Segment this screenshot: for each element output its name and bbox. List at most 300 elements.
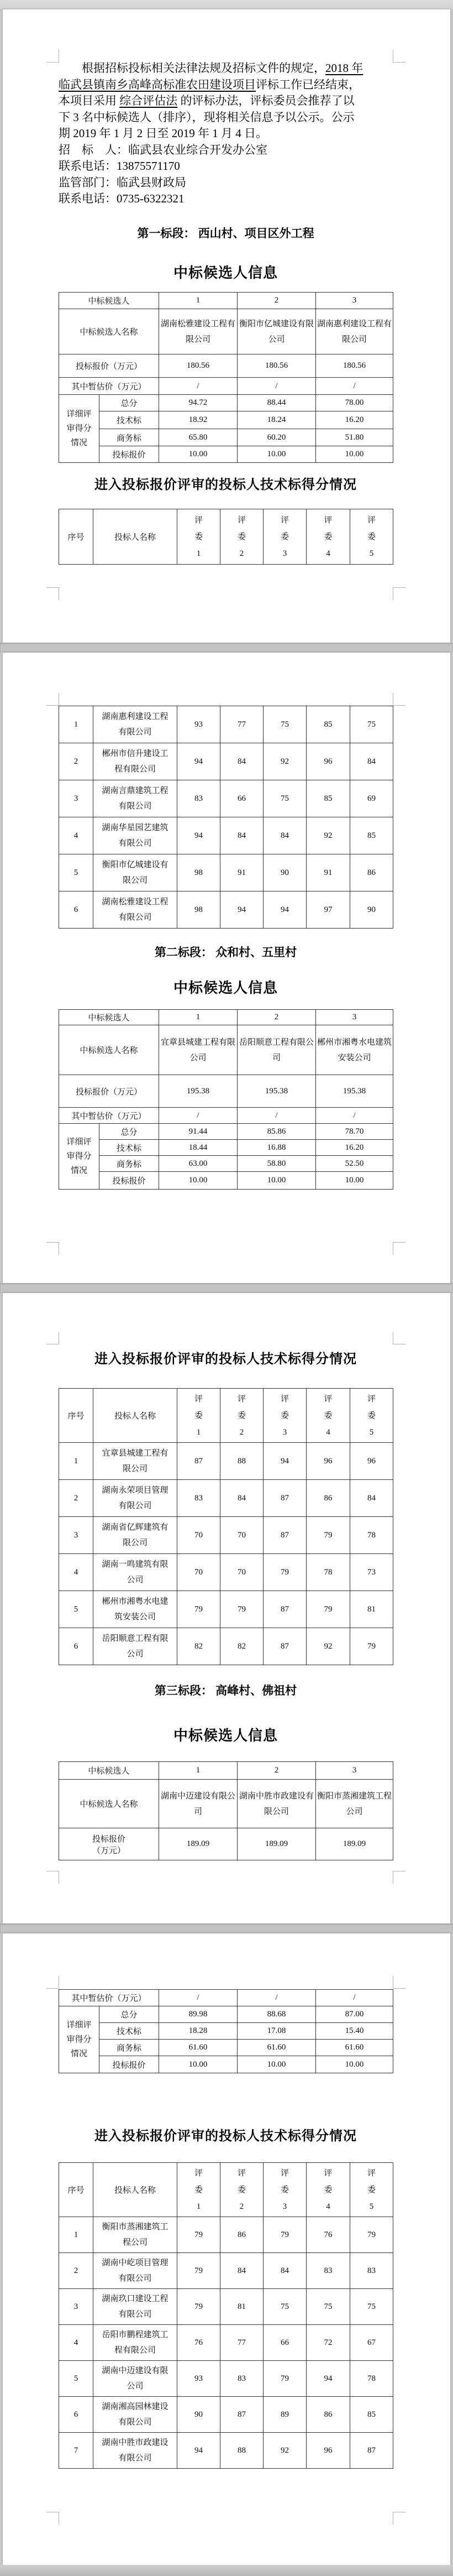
score-cell: 89.98 (159, 2006, 238, 2023)
seq-cell: 3 (59, 780, 93, 817)
row-label: 商务标 (99, 2040, 159, 2056)
margin-mark-bottom-right (393, 2512, 405, 2525)
score-heading-2: 进入投标报价评审的投标人技术标得分情况 (94, 1352, 357, 1367)
seq-header: 序号 (59, 1389, 93, 1443)
estimate-cell: / (316, 378, 393, 395)
bid-price-cell: 180.56 (238, 354, 316, 378)
judge-score-cell: 85 (350, 2397, 393, 2433)
seq-cell: 5 (59, 2361, 93, 2397)
candidate-number-cell: 1 (159, 1762, 238, 1780)
judge-score-cell: 76 (307, 2217, 350, 2253)
judge-score-cell: 92 (264, 743, 307, 780)
judge-score-cell: 70 (177, 1517, 220, 1554)
judge-header-cell (264, 2163, 307, 2217)
candidate-number-row (59, 1010, 393, 1025)
judge-char: 委 (237, 532, 246, 541)
bidder-name-cell: 湖南华星园艺建筑有限公司 (93, 817, 177, 854)
page-4 (3, 1933, 450, 2565)
judge-number: 5 (369, 549, 374, 558)
intro-paragraph (59, 60, 393, 207)
judge-score-cell: 83 (177, 1480, 220, 1517)
estimate-row (59, 378, 393, 395)
score-cell: 10.00 (238, 1172, 316, 1190)
judge-score-cell: 83 (350, 2253, 393, 2289)
margin-mark-bottom-left (46, 2512, 59, 2525)
candidate-number-cell: 2 (238, 1762, 316, 1780)
score-cell: 52.50 (316, 1156, 393, 1172)
estimate-cell: / (238, 1990, 316, 2006)
judge-char: 委 (280, 2185, 289, 2194)
score-row (59, 2433, 393, 2469)
judge-char: 委 (367, 532, 376, 541)
judge-char: 委 (367, 2185, 376, 2194)
judge-score-cell: 90 (177, 2397, 220, 2433)
judge-char: 委 (280, 1411, 289, 1420)
intro-underlined-text: 临武县镇南乡高峰高标准农田建设项目 (59, 77, 256, 91)
score-cell: 60.20 (238, 429, 316, 446)
bidder-name-cell: 宜章县城建工程有限公司 (93, 1443, 177, 1480)
judge-char: 评 (280, 515, 289, 525)
margin-mark-top-left (46, 50, 59, 62)
judge-number: 3 (282, 549, 287, 558)
judge-header-cell (350, 2163, 393, 2217)
estimate-cell: / (159, 1108, 238, 1124)
margin-mark-bottom-left (46, 587, 59, 600)
candidate-number-cell: 1 (159, 293, 238, 309)
judge-score-cell: 79 (350, 1628, 393, 1665)
judge-score-cell: 82 (177, 1628, 220, 1665)
estimate-cell: / (316, 1108, 393, 1124)
detail-score-row (59, 1140, 393, 1156)
score-row (59, 1443, 393, 1480)
candidate-name-cell: 郴州市湘粤水电建筑安装公司 (316, 1025, 393, 1075)
judge-score-cell: 93 (177, 706, 220, 743)
judge-score-cell: 79 (264, 2217, 307, 2253)
detail-score-row (59, 395, 393, 411)
judge-score-cell: 79 (177, 2289, 220, 2325)
score-row (59, 706, 393, 743)
row-label: 商务标 (99, 1156, 159, 1172)
judge-score-cell: 78 (350, 2361, 393, 2397)
judge-score-cell: 84 (350, 743, 393, 780)
judge-score-cell: 86 (220, 2217, 264, 2253)
judge-score-cell: 96 (350, 1443, 393, 1480)
bid-price-cell: 195.38 (238, 1075, 316, 1108)
judge-score-cell: 67 (350, 2325, 393, 2361)
judge-char: 评 (194, 2168, 203, 2178)
score-cell: 61.60 (238, 2040, 316, 2056)
margin-mark-top-right (393, 50, 405, 62)
score-cell: 10.00 (159, 2056, 238, 2073)
page-2 (3, 653, 450, 1283)
judge-number: 4 (326, 549, 330, 558)
judge-header-cell (220, 1389, 264, 1443)
score-row (59, 1554, 393, 1591)
judge-number: 4 (326, 2202, 330, 2211)
seq-cell: 5 (59, 1591, 93, 1628)
judge-score-cell: 87 (264, 1628, 307, 1665)
row-label: 商务标 (99, 429, 159, 446)
judge-score-cell: 84 (220, 817, 264, 854)
judge-header-cell (307, 1389, 350, 1443)
intro-line: 期 2019 年 1 月 2 日至 2019 年 1 月 4 日。 (59, 127, 267, 140)
judge-header-cell (220, 509, 264, 565)
judge-score-cell: 70 (220, 1554, 264, 1591)
score-cell: 91.44 (159, 1124, 238, 1140)
bidder-name-cell: 湖南一鸣建筑有限公司 (93, 1554, 177, 1591)
candidate-number-row (59, 1762, 393, 1780)
bidder-name-cell: 郴州市湘粤水电建筑安装公司 (93, 1591, 177, 1628)
seq-cell: 3 (59, 2289, 93, 2325)
score-cell: 88.68 (238, 2006, 316, 2023)
judge-score-cell: 92 (264, 2433, 307, 2469)
intro-line (59, 77, 393, 93)
margin-mark-bottom-right (393, 1871, 405, 1884)
estimate-cell: / (238, 1108, 316, 1124)
score-heading-1: 进入投标报价评审的投标人技术标得分情况 (94, 477, 357, 492)
judge-score-cell: 84 (264, 2253, 307, 2289)
row-label: 总分 (99, 395, 159, 411)
seq-cell: 4 (59, 817, 93, 854)
score-table-header-row (59, 1389, 393, 1443)
score-row (59, 2325, 393, 2361)
judge-header-cell (307, 509, 350, 565)
judge-score-cell: 90 (264, 854, 307, 891)
judge-header-cell (264, 1389, 307, 1443)
regulator-line: 监管部门：临武县财政局 (59, 175, 186, 189)
row-label: 中标候选人 (59, 1010, 159, 1025)
score-row (59, 817, 393, 854)
judge-score-cell: 87 (220, 2397, 264, 2433)
page-edge-bottom (0, 2565, 453, 2576)
score-row (59, 1628, 393, 1665)
judge-number: 5 (369, 1427, 374, 1437)
intro-text: 本项目采用 (59, 94, 120, 107)
judge-header-cell (350, 1389, 393, 1443)
candidate-name-cell: 岳阳顺意工程有限公司 (238, 1025, 316, 1075)
judge-score-cell: 86 (307, 1480, 350, 1517)
score-table-1-body (59, 706, 393, 929)
judge-score-cell: 75 (264, 706, 307, 743)
seq-cell: 2 (59, 1480, 93, 1517)
score-cell: 58.80 (238, 1156, 316, 1172)
detail-label-line: 情况 (70, 439, 87, 447)
judge-score-cell: 83 (177, 780, 220, 817)
detail-label-line: 审得分 (66, 2035, 92, 2044)
judge-score-cell: 96 (307, 743, 350, 780)
score-row (59, 2253, 393, 2289)
detail-score-row (59, 2056, 393, 2073)
score-cell: 18.28 (159, 2023, 238, 2040)
bidder-name-cell: 郴州市信升建设工程有限公司 (93, 743, 177, 780)
section-2-title: 第二标段： 众和村、五里村 (154, 946, 297, 959)
judge-score-cell: 79 (350, 2217, 393, 2253)
score-cell: 16.88 (238, 1140, 316, 1156)
judge-score-cell: 91 (220, 854, 264, 891)
judge-number: 2 (239, 1427, 244, 1437)
intro-text: 评标工作已经结束， (256, 77, 360, 91)
row-label: 投标报价 (99, 2056, 159, 2073)
bid-price-row (59, 354, 393, 378)
judge-header-cell (307, 2163, 350, 2217)
seq-cell: 2 (59, 743, 93, 780)
page-separator (0, 1923, 453, 1933)
judge-score-cell: 66 (264, 2325, 307, 2361)
candidate-name-row (59, 1025, 393, 1075)
estimate-cell: / (159, 1990, 238, 2006)
judge-header-cell (177, 1389, 220, 1443)
detail-score-row (59, 1156, 393, 1172)
judge-char: 评 (237, 2168, 246, 2178)
judge-score-cell: 75 (307, 2289, 350, 2325)
seq-header: 序号 (59, 2163, 93, 2217)
score-row (59, 2289, 393, 2325)
score-cell: 51.80 (316, 429, 393, 446)
judge-char: 委 (194, 2185, 203, 2194)
score-cell: 10.00 (159, 446, 238, 463)
detail-label-line: 审得分 (66, 1152, 92, 1161)
score-cell: 10.00 (238, 2056, 316, 2073)
page-3 (3, 1293, 450, 1923)
intro-line (59, 93, 393, 109)
detail-score-row (59, 2040, 393, 2056)
judge-score-cell: 93 (177, 2361, 220, 2397)
score-row (59, 1591, 393, 1628)
row-label: 投标报价 (99, 1172, 159, 1190)
judge-number: 1 (196, 2202, 201, 2211)
margin-mark-bottom-left (46, 1871, 59, 1884)
candidate-name-row (59, 1780, 393, 1828)
seq-cell: 6 (59, 1628, 93, 1665)
seq-cell: 2 (59, 2253, 93, 2289)
score-cell: 16.20 (316, 411, 393, 429)
info-heading-3: 中标候选人信息 (173, 1727, 278, 1744)
candidate-name-cell: 衡阳市蒸湘建筑工程公司 (316, 1780, 393, 1828)
detail-score-row (59, 2023, 393, 2040)
detail-score-row (59, 1124, 393, 1140)
judge-score-cell: 73 (350, 1554, 393, 1591)
judge-score-cell: 81 (220, 2289, 264, 2325)
judge-score-cell: 98 (177, 891, 220, 929)
score-table-1-header (59, 509, 393, 565)
judge-char: 委 (280, 532, 289, 541)
bidder-name-cell: 湖南言鼎建筑工程有限公司 (93, 780, 177, 817)
intro-underlined-text: 综合评估法 (119, 94, 178, 107)
margin-mark-bottom-right (393, 587, 405, 600)
row-label: 投标报价（万元） (59, 354, 159, 378)
section-3-title: 第三标段： 高峰村、佛祖村 (154, 1684, 297, 1697)
judge-score-cell: 83 (220, 2361, 264, 2397)
row-label: 中标候选人名称 (59, 309, 159, 354)
score-row (59, 2397, 393, 2433)
bidder-name-cell: 衡阳市蒸湘建筑工程公司 (93, 2217, 177, 2253)
judge-score-cell: 96 (307, 1443, 350, 1480)
score-cell: 65.80 (159, 429, 238, 446)
detail-review-label (59, 1124, 99, 1190)
judge-number: 2 (239, 549, 244, 558)
judge-char: 委 (324, 532, 333, 541)
row-label: 中标候选人 (59, 1762, 159, 1780)
bid-price-cell: 195.38 (316, 1075, 393, 1108)
judge-score-cell: 94 (177, 817, 220, 854)
judge-score-cell: 78 (350, 1517, 393, 1554)
judge-char: 评 (324, 2168, 333, 2178)
margin-mark-bottom-left (46, 1242, 59, 1255)
judge-char: 评 (280, 2168, 289, 2178)
judge-char: 评 (237, 1394, 246, 1404)
score-cell: 18.92 (159, 411, 238, 429)
judge-number: 4 (326, 1427, 330, 1437)
score-cell: 87.00 (316, 2006, 393, 2023)
detail-score-row (59, 2006, 393, 2023)
bidder-name-cell: 岳阳顺意工程有限公司 (93, 1628, 177, 1665)
judge-score-cell: 94 (177, 2433, 220, 2469)
row-label: 总分 (99, 1124, 159, 1140)
judge-char: 评 (194, 515, 203, 525)
judge-char: 评 (194, 1394, 203, 1404)
judge-score-cell: 87 (177, 1443, 220, 1480)
bidder-name-cell: 衡阳市亿城建设有限公司 (93, 854, 177, 891)
estimate-row (59, 1990, 393, 2006)
intro-underlined-text: 2018 年 (325, 61, 364, 75)
judge-score-cell: 86 (350, 854, 393, 891)
judge-number: 5 (369, 2202, 374, 2211)
judge-score-cell: 94 (177, 743, 220, 780)
candidate-number-cell: 3 (316, 1010, 393, 1025)
page-1 (3, 9, 450, 643)
judge-number: 3 (282, 1427, 287, 1437)
score-row (59, 2217, 393, 2253)
bidder-name-header: 投标人名称 (93, 509, 177, 565)
info-heading-2: 中标候选人信息 (173, 979, 278, 996)
score-cell: 18.24 (238, 411, 316, 429)
judge-score-cell: 84 (220, 2253, 264, 2289)
judge-score-cell: 70 (177, 1554, 220, 1591)
judge-score-cell: 79 (177, 2217, 220, 2253)
judge-score-cell: 92 (307, 817, 350, 854)
row-label: 其中暂估价（万元） (59, 378, 159, 395)
judge-score-cell: 96 (307, 2433, 350, 2469)
intro-text: 的评标办法，评标委员会推荐了以 (177, 94, 355, 107)
judge-score-cell: 79 (307, 1591, 350, 1628)
margin-mark-top-right (393, 693, 405, 706)
judge-char: 评 (367, 2168, 376, 2178)
intro-line (59, 60, 393, 77)
judge-score-cell: 89 (264, 2397, 307, 2433)
info-heading-1: 中标候选人信息 (173, 264, 278, 281)
judge-score-cell: 79 (307, 1517, 350, 1554)
judge-char: 评 (367, 515, 376, 525)
candidate-name-cell: 湖南中迈建设有限公司 (159, 1780, 238, 1828)
judge-score-cell: 87 (264, 1517, 307, 1554)
judge-header-cell (177, 2163, 220, 2217)
judge-score-cell: 94 (220, 891, 264, 929)
margin-mark-top-left (46, 1332, 59, 1344)
detail-review-label (59, 395, 99, 463)
judge-score-cell: 75 (350, 706, 393, 743)
bidder-name-cell: 湖南松雅建设工程有限公司 (93, 891, 177, 929)
judge-score-cell: 78 (307, 1554, 350, 1591)
score-row (59, 854, 393, 891)
seq-cell: 6 (59, 2397, 93, 2433)
row-label-line: 投标报价 (92, 1834, 126, 1844)
row-label: 投标报价 (99, 446, 159, 463)
detail-score-row (59, 446, 393, 463)
judge-score-cell: 75 (264, 780, 307, 817)
judge-char: 委 (237, 2185, 246, 2194)
score-cell: 85.86 (238, 1124, 316, 1140)
candidate-name-cell: 湖南中胜市政建设有限公司 (238, 1780, 316, 1828)
bid-price-cell: 189.09 (238, 1828, 316, 1860)
candidate-number-cell: 3 (316, 293, 393, 309)
margin-mark-top-left (46, 693, 59, 706)
score-cell: 10.00 (316, 2056, 393, 2073)
score-cell: 10.00 (159, 1172, 238, 1190)
score-cell: 88.44 (238, 395, 316, 411)
candidate-number-cell: 2 (238, 293, 316, 309)
page-edge-top (0, 0, 453, 10)
bidder-name-header: 投标人名称 (93, 2163, 177, 2217)
bidder-name-cell: 湖南中迈建设有限公司 (93, 2361, 177, 2397)
judge-score-cell: 79 (264, 1554, 307, 1591)
page-separator (0, 1283, 453, 1293)
judge-score-cell: 94 (264, 1443, 307, 1480)
judge-score-cell: 84 (220, 743, 264, 780)
candidate-number-cell: 2 (238, 1010, 316, 1025)
judge-score-cell: 79 (177, 2253, 220, 2289)
judge-score-cell: 77 (220, 2325, 264, 2361)
detail-label-line: 审得分 (66, 424, 92, 433)
section-1-title: 第一标段： 西山村、项目区外工程 (137, 227, 314, 240)
row-label-line: （万元） (92, 1846, 126, 1855)
detail-label-line: 详细评 (66, 1138, 92, 1146)
page-separator (0, 643, 453, 653)
candidate-table-3-part1 (59, 1761, 393, 1860)
judge-score-cell: 86 (307, 2397, 350, 2433)
tenderer-line: 招 标 人：临武县农业综合开发办公室 (59, 143, 267, 157)
judge-score-cell: 92 (307, 1628, 350, 1665)
seq-cell: 4 (59, 1554, 93, 1591)
judge-score-cell: 91 (307, 854, 350, 891)
bidder-name-cell: 湖南省亿辉建筑有限公司 (93, 1517, 177, 1554)
row-label: 其中暂估价（万元） (59, 1990, 159, 2006)
judge-char: 委 (324, 1411, 333, 1420)
candidate-name-cell: 湖南惠利建设工程有限公司 (316, 309, 393, 354)
bid-price-cell: 189.09 (316, 1828, 393, 1860)
score-cell: 15.40 (316, 2023, 393, 2040)
judge-score-cell: 77 (220, 706, 264, 743)
judge-char: 评 (324, 1394, 333, 1404)
bidder-name-cell: 湖南中屹项目管理有限公司 (93, 2253, 177, 2289)
seq-cell: 1 (59, 1443, 93, 1480)
score-cell: 61.60 (316, 2040, 393, 2056)
judge-score-cell: 87 (264, 1591, 307, 1628)
phone-line: 联系电话：0735-6322321 (59, 192, 185, 205)
intro-text: 根据招标投标相关法律法规及招标文件的规定， (82, 61, 325, 75)
seq-cell: 7 (59, 2433, 93, 2469)
bid-price-row (59, 1075, 393, 1108)
bidder-name-cell: 湖南湘高园林建设有限公司 (93, 2397, 177, 2433)
estimate-cell: / (316, 1990, 393, 2006)
bidder-name-header: 投标人名称 (93, 1389, 177, 1443)
row-label: 中标候选人名称 (59, 1025, 159, 1075)
margin-mark-bottom-right (393, 1242, 405, 1255)
margin-mark-top-right (393, 1332, 405, 1344)
judge-number: 3 (282, 2202, 287, 2211)
candidate-number-row (59, 293, 393, 309)
row-label: 技术标 (99, 2023, 159, 2040)
judge-number: 1 (196, 549, 201, 558)
